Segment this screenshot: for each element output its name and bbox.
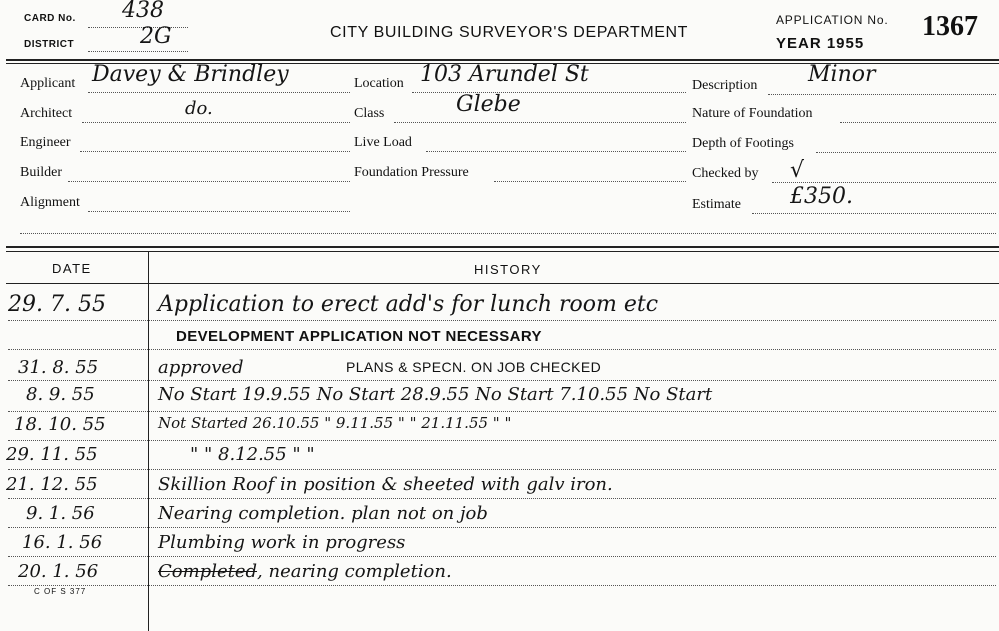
foundation-pressure-label: Foundation Pressure [354, 165, 469, 180]
description-dots [768, 94, 996, 95]
fields-bottom-dots [20, 233, 996, 234]
card-no-value: 438 [122, 0, 164, 23]
checked-by-label: Checked by [692, 166, 759, 181]
history-top-rule-1 [6, 246, 999, 248]
live-load-dots [426, 151, 686, 152]
history-header-rule [6, 283, 999, 284]
estimate-dots [752, 213, 996, 214]
location-dots [412, 92, 686, 93]
row-line [8, 440, 996, 441]
row-line [8, 320, 996, 321]
architect-label: Architect [20, 106, 73, 121]
estimate-label: Estimate [692, 197, 741, 212]
history-entry: " " 8.12.55 " " [190, 444, 315, 465]
engineer-dots [80, 151, 350, 152]
row-line [8, 349, 996, 350]
history-date: 18. 10. 55 [14, 414, 106, 435]
header-divider-1 [6, 59, 999, 61]
history-date: 9. 1. 56 [26, 503, 95, 524]
development-stamp: DEVELOPMENT APPLICATION NOT NECESSARY [176, 328, 542, 345]
applicant-value: Davey & Brindley [92, 62, 289, 87]
district-label: DISTRICT [24, 39, 75, 50]
row-line [8, 556, 996, 557]
history-date: 29. 11. 55 [6, 444, 98, 465]
checked-by-dots [772, 182, 996, 183]
application-no-value: 1367 [922, 11, 978, 42]
history-entry: Nearing completion. plan not on job [158, 503, 488, 524]
class-dots [394, 122, 686, 123]
application-no-label: APPLICATION No. [776, 13, 889, 27]
architect-value: do. [185, 98, 213, 119]
row-line [8, 498, 996, 499]
nature-foundation-dots [840, 122, 996, 123]
alignment-dots [88, 211, 350, 212]
history-date: 31. 8. 55 [18, 357, 99, 378]
history-entry: approved [158, 357, 244, 378]
builder-label: Builder [20, 165, 62, 180]
history-entry-text [158, 561, 452, 582]
row-line [8, 380, 996, 381]
row-line [8, 585, 996, 586]
history-date: 29. 7. 55 [8, 292, 106, 317]
live-load-label: Live Load [354, 135, 412, 150]
checked-by-value: √ [790, 158, 805, 183]
history-date: 8. 9. 55 [26, 384, 95, 405]
depth-footings-dots [816, 152, 996, 153]
history-date: 21. 12. 55 [6, 474, 98, 495]
row-line [8, 411, 996, 412]
history-top-rule-2 [6, 251, 999, 252]
applicant-label: Applicant [20, 76, 76, 91]
history-column-header: HISTORY [474, 262, 542, 277]
architect-dots [82, 122, 350, 123]
history-entry: No Start 19.9.55 No Start 28.9.55 No Start 7.10.55 No Start [158, 384, 713, 405]
nature-foundation-label: Nature of Foundation [692, 106, 813, 121]
history-entry: Not Started 26.10.55 " 9.11.55 " " 21.11.55 " " [158, 414, 512, 432]
history-date: 20. 1. 56 [18, 561, 99, 582]
district-dots [88, 51, 188, 52]
location-label: Location [354, 76, 404, 91]
history-entry: , nearing completion. [257, 561, 452, 582]
history-entry: Plumbing work in progress [158, 532, 406, 553]
estimate-value: £350. [790, 184, 853, 209]
history-entry: Skillion Roof in position & sheeted with galv iron. [158, 474, 613, 495]
card-no-label: CARD No. [24, 13, 76, 24]
struck-word: Completed [158, 561, 258, 582]
row-line [8, 527, 996, 528]
foundation-pressure-dots [494, 181, 686, 182]
history-date: 16. 1. 56 [22, 532, 103, 553]
plans-checked-stamp: PLANS & SPECN. ON JOB CHECKED [346, 359, 602, 375]
card-no-dots [88, 27, 188, 28]
builder-dots [68, 181, 350, 182]
department-title: CITY BUILDING SURVEYOR'S DEPARTMENT [330, 24, 689, 41]
description-value: Minor [808, 62, 876, 87]
year-label: YEAR 1955 [776, 35, 865, 52]
location-value: 103 Arundel St [420, 62, 589, 87]
class-label: Class [354, 106, 385, 121]
applicant-dots [88, 92, 350, 93]
history-entry: Application to erect add's for lunch room etc [158, 292, 659, 317]
description-label: Description [692, 78, 758, 93]
row-line [8, 469, 996, 470]
district-value: 2G [140, 24, 172, 49]
class-value: Glebe [456, 92, 521, 117]
form-code: C OF S 377 [34, 587, 87, 596]
engineer-label: Engineer [20, 135, 71, 150]
date-column-header: DATE [52, 261, 92, 276]
alignment-label: Alignment [20, 195, 80, 210]
depth-footings-label: Depth of Footings [692, 136, 794, 151]
date-column-divider [148, 252, 149, 631]
